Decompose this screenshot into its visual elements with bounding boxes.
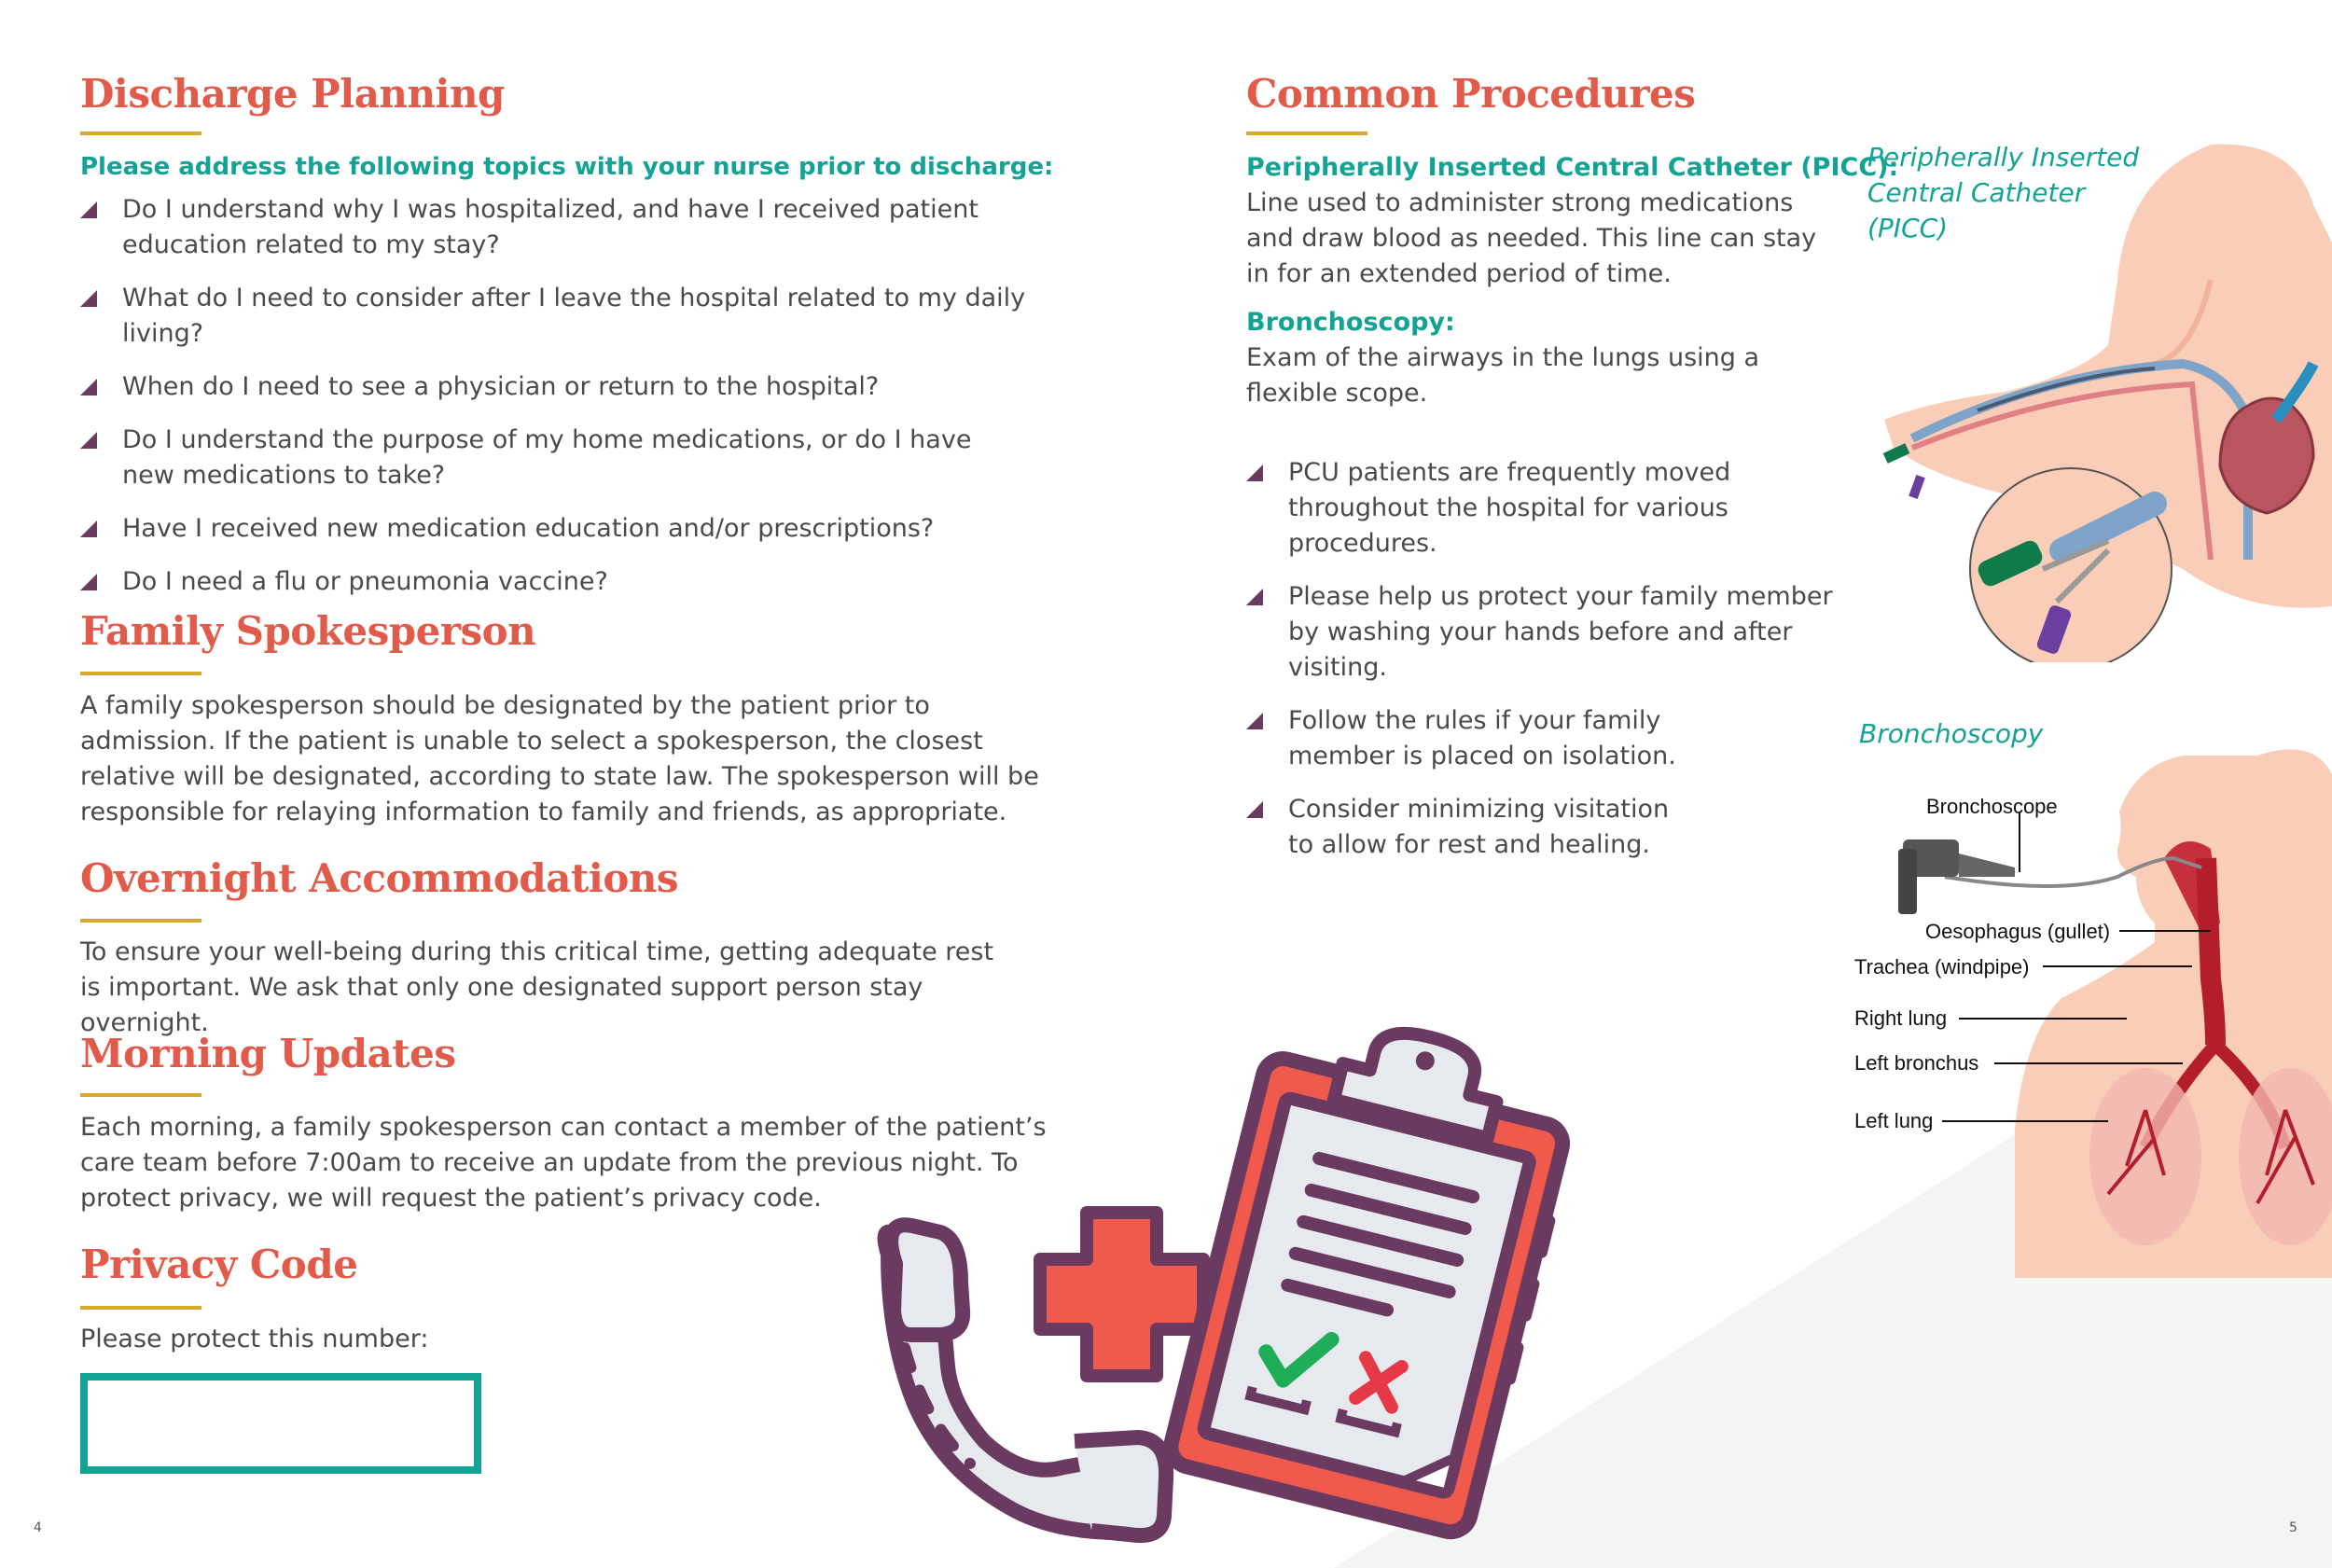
procedures-list — [1246, 455, 1848, 881]
page-number-left: 4 — [34, 1520, 42, 1535]
morning-updates-heading: Morning Updates — [80, 1031, 456, 1076]
heading-rule — [80, 1306, 201, 1310]
triangle-bullet-icon — [80, 379, 97, 395]
list-item: PCU patients are frequently moved throughout the hospital for various procedures. — [1246, 455, 1839, 562]
triangle-bullet-icon — [80, 574, 97, 590]
discharge-list — [80, 192, 1069, 617]
phone-clipboard-illustration — [868, 1012, 1632, 1548]
triangle-bullet-icon — [1246, 801, 1263, 818]
spokesperson-text: A family spokesperson should be designated by the patient prior to admission. If the patient is unable to select a spokesperson, the closest relative will be designated, according to state law. The spokesperson will be responsible for relaying information to family and friends, as appropriate. — [80, 691, 1039, 826]
list-item: Please help us protect your family member by washing your hands before and after visiting. — [1246, 579, 1848, 686]
list-item: What do I need to consider after I leave the hospital related to my daily living? — [80, 281, 1069, 352]
picc-caption: Peripherally Inserted Central Catheter (PICC) — [1867, 142, 2140, 243]
list-item: When do I need to see a physician or return to the hospital? — [80, 369, 1069, 405]
triangle-bullet-icon — [1246, 589, 1263, 605]
triangle-bullet-icon — [1246, 465, 1263, 481]
list-item: Consider minimizing visitation to allow for rest and healing. — [1246, 792, 1699, 863]
picc-text: Line used to administer strong medications and draw blood as needed. This line can stay in for an extended period of time. — [1246, 188, 1817, 288]
label-oesophagus: Oesophagus (gullet) — [1925, 920, 2111, 943]
page-number-right: 5 — [2289, 1520, 2297, 1535]
privacy-code-heading: Privacy Code — [80, 1242, 358, 1287]
family-spokesperson-heading: Family Spokesperson — [80, 608, 536, 654]
discharge-planning-heading: Discharge Planning — [80, 71, 505, 117]
overnight-text: To ensure your well-being during this critical time, getting adequate rest is important. We ask that only one designated support person stay overnight. — [80, 937, 994, 1037]
label-right-lung: Right lung — [1854, 1006, 1948, 1030]
clipboard-icon — [1167, 1012, 1586, 1537]
list-item: Do I need a flu or pneumonia vaccine? — [80, 564, 1069, 600]
heading-rule — [80, 132, 201, 135]
overnight-heading: Overnight Accommodations — [80, 855, 679, 901]
heading-rule — [80, 672, 201, 675]
picc-illustration — [1875, 140, 2332, 662]
label-trachea: Trachea (windpipe) — [1854, 955, 2030, 978]
label-left-bronchus: Left bronchus — [1854, 1051, 1979, 1075]
triangle-bullet-icon — [80, 432, 97, 449]
picc-heading: Peripherally Inserted Central Catheter (PICC): — [1246, 153, 1899, 182]
heading-rule — [80, 1093, 201, 1097]
triangle-bullet-icon — [80, 201, 97, 218]
list-item: Have I received new medication education and/or prescriptions? — [80, 511, 1069, 547]
medical-cross-icon — [1040, 1213, 1203, 1376]
privacy-code-box[interactable] — [80, 1373, 481, 1474]
privacy-text: Please protect this number: — [80, 1325, 429, 1353]
heading-rule — [80, 919, 201, 923]
list-item: Do I understand why I was hospitalized, and have I received patient education related to my stay? — [80, 192, 1069, 263]
bronchoscopy-caption: Bronchoscopy — [1859, 718, 2044, 749]
discharge-intro: Please address the following topics with your nurse prior to discharge: — [80, 153, 1054, 181]
bronchoscopy-heading: Bronchoscopy: — [1246, 308, 1455, 337]
common-procedures-heading: Common Procedures — [1246, 71, 1696, 117]
heading-rule — [1246, 132, 1367, 135]
bronchoscopy-text: Exam of the airways in the lungs using a flexible scope. — [1246, 343, 1760, 408]
label-left-lung: Left lung — [1854, 1109, 1934, 1132]
list-item: Follow the rules if your family member is placed on isolation. — [1246, 703, 1755, 774]
triangle-bullet-icon — [1246, 713, 1263, 729]
morning-text: Each morning, a family spokesperson can contact a member of the patient’s care team before 7:00am to receive an update from the previous night. To protect privacy, we will request the patient’s privacy code. — [80, 1113, 1047, 1213]
label-bronchoscope: Bronchoscope — [1926, 795, 2058, 818]
triangle-bullet-icon — [80, 290, 97, 307]
list-item: Do I understand the purpose of my home medications, or do I have new medications to take? — [80, 423, 1069, 493]
triangle-bullet-icon — [80, 520, 97, 537]
